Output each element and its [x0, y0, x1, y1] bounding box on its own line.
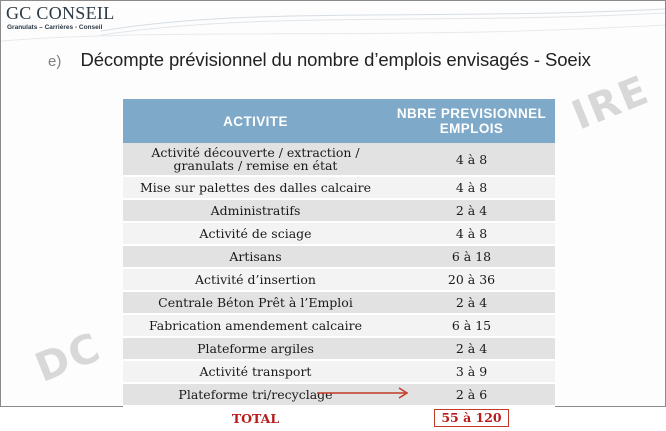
page-title: Décompte prévisionnel du nombre d’emplois envisagés - Soeix — [80, 49, 591, 70]
jobs-cell: 2 à 6 — [388, 383, 555, 406]
activity-cell: Administratifs — [123, 199, 388, 222]
section-heading — [48, 49, 591, 71]
jobs-cell: 6 à 15 — [388, 314, 555, 337]
table-row — [123, 143, 555, 176]
jobs-cell: 20 à 36 — [388, 268, 555, 291]
table-row — [123, 291, 555, 314]
activity-cell: Mise sur palettes des dalles calcaire — [123, 176, 388, 199]
jobs-cell: 4 à 8 — [388, 143, 555, 176]
activity-cell: Fabrication amendement calcaire — [123, 314, 388, 337]
activity-cell: Activité transport — [123, 360, 388, 383]
jobs-cell: 2 à 4 — [388, 337, 555, 360]
employment-table — [123, 99, 555, 431]
activity-cell: Activité de sciage — [123, 222, 388, 245]
activity-cell: Plateforme argiles — [123, 337, 388, 360]
table-row — [123, 176, 555, 199]
activity-cell: Activité découverte / extraction / granulats / remise en état — [123, 143, 388, 176]
table-row — [123, 222, 555, 245]
jobs-cell: 6 à 18 — [388, 245, 555, 268]
table-row — [123, 360, 555, 383]
watermark-bottom: DC — [29, 324, 108, 392]
column-header-jobs: NBRE PREVISIONNEL EMPLOIS — [388, 99, 555, 143]
table-row — [123, 268, 555, 291]
total-cell — [388, 406, 555, 430]
total-value: 55 à 120 — [434, 409, 508, 427]
brand-logo — [6, 3, 115, 31]
activity-cell: Centrale Béton Prêt à l’Emploi — [123, 291, 388, 314]
table-header-row — [123, 99, 555, 143]
table-row — [123, 199, 555, 222]
jobs-cell: 3 à 9 — [388, 360, 555, 383]
column-header-activity: ACTIVITE — [123, 99, 388, 143]
activity-cell: Plateforme tri/recyclage — [123, 383, 388, 406]
arrow-right-icon — [317, 387, 413, 399]
section-letter: e) — [48, 53, 62, 70]
brand-name: GC CONSEIL — [6, 3, 115, 23]
activity-cell: Activité d’insertion — [123, 268, 388, 291]
total-row — [123, 406, 555, 430]
jobs-cell: 4 à 8 — [388, 176, 555, 199]
jobs-cell: 4 à 8 — [388, 222, 555, 245]
jobs-cell: 2 à 4 — [388, 291, 555, 314]
jobs-cell: 2 à 4 — [388, 199, 555, 222]
brand-tagline: Granulats – Carrières - Conseil — [7, 24, 103, 31]
table-row — [123, 245, 555, 268]
table-row — [123, 314, 555, 337]
activity-cell: Artisans — [123, 245, 388, 268]
total-label: TOTAL — [123, 406, 388, 430]
table-row — [123, 337, 555, 360]
watermark-top: IRE — [565, 67, 657, 140]
